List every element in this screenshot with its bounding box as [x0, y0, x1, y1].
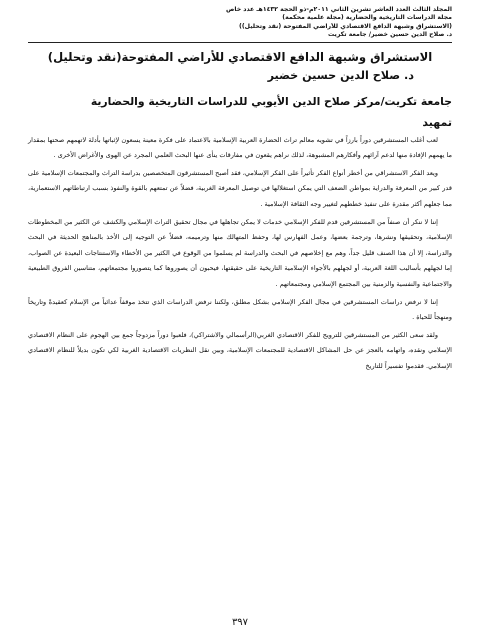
header-journal-name: مجلة الدراسات التاريخية والحضارية (مجلة علمية محكمة): [282, 14, 452, 22]
body-text: [28, 133, 452, 375]
header-author: د. صلاح الدين حسين خضير/ جامعة تكريت: [327, 31, 452, 39]
paper-title: الاستشراق وشبهة الدافع الاقتصادي للأراضي المفتوحة(نقد وتحليل): [47, 49, 433, 64]
page-number: ٣٩٧: [231, 617, 249, 628]
paragraph-2: ويعد الفكر الاستشراقي من أخطر أنواع الفكر تأثيراً على الفكر الإسلامي، فقد أصبح المستشرقون المتخصصين بدراسة التراث والمجتمعات الإسلامية على قدر كبير من المعرفة والدراية بمواطن الضعف التي يمكن استغلالها في توصيل المعرفة الغربية، فضلاً عن تمتعهم بالقوة والنفوذ بسبب ارتباطاتهم الاستعمارية، مما جعلهم أكثر مقدرة على تنفيذ خططهم لتغيير وجه الثقافة الإسلامية .: [28, 168, 452, 208]
header-divider: [28, 42, 452, 43]
header-article-title: (الاستشراق وشبهة الدافع الاقتصادي للأراضي المفتوحة (نقد وتحليل)): [239, 22, 452, 30]
paragraph-5: ولقد سعى الكثير من المستشرقين للترويج للفكر الاقتصادي الغربي(الرأسمالي والاشتراكي)، فلعبوا دوراً مزدوجاً جمع بين الهجوم على النظام الاقتصادي الإسلامي ونقده، واتهامه بالعجز عن حل المشاكل الاقتصادية للمجتمعات الإسلامية، وبين نقل النظريات الاقتصادية الغربية لكي تكون بديلاً للنظام الاقتصادي الإسلامي. فقدموا تفسيراً للتاريخ: [28, 330, 452, 370]
author-name: د. صلاح الدين حسين خضير: [267, 68, 414, 82]
affiliation-line: جامعة تكريت/مركز صلاح الدين الأيوبي للدراسات التاريخية والحضارية: [90, 94, 452, 108]
running-header: [28, 6, 452, 40]
header-volume-issue: المجلد الثالث العدد العاشر تشرين الثاني ٢٠١١م-ذو الحجة ١٤٣٢هـ عدد خاص: [226, 6, 452, 13]
section-heading: تمهيد: [422, 115, 452, 129]
affiliation: [28, 93, 452, 110]
paragraph-3: إننا لا ننكر أن صنفاً من المستشرقين قدم للفكر الإسلامي خدمات لا يمكن تجاهلها في مجال تحقيق التراث الإسلامي والكشف عن الكثير من المخطوطات الإسلامية، وتحقيقها ونشرها، وترجمة بعضها، وعمل الفهارس لها، وحفظ المتهالك منها وترميمه، فضلاً عن التوجيه إلى الأخذ بالمناهج الحديثة في البحث والدراسة، إلا أن هذا الصنف قليل جداً، وهم مع إخلاصهم في البحث والدراسة لم يسلموا من الوقوع في الكثير من الأخطاء والاستنتاجات البعيدة عن الصواب، إما لجهلهم بأساليب اللغة العربية، أو لجهلهم بالأجواء الإسلامية التاريخية على حقيقتها، فيحبون أن يصوروها كما يتصوروا مجتمعاتهم، متناسين الفروق الطبيعية والاجتماعية والنفسية والزمنية بين المجتمع الإسلامي ومجتمعاتهم .: [28, 217, 452, 288]
paragraph-4: إننا لا نرفض دراسات المستشرقين في مجال الفكر الإسلامي بشكل مطلق، ولكننا نرفض الدراسات الذي تتخذ موقفاً عدائياً من الإسلام كعقيدةً وتاريخاً ومنهجاً للحياة .: [28, 297, 452, 322]
journal-page: [28, 6, 452, 634]
paragraph-1: لعب أغلب المستشرقين دوراً بارزاً في تشويه معالم تراث الحضارة العربية الإسلامية بالاعتماد على فكرة معينة يسعون لإثباتها بأدلة لاتهمهم صحتها بمقدار ما يهمهم الإفادة منها لدعم آرائهم وأفكارهم المشبوهة، لذلك نراهم يقعون في مفارقات ينأى عنها البحث العلمي المجرد عن الهوى والأغراض الأخرى .: [28, 135, 452, 160]
